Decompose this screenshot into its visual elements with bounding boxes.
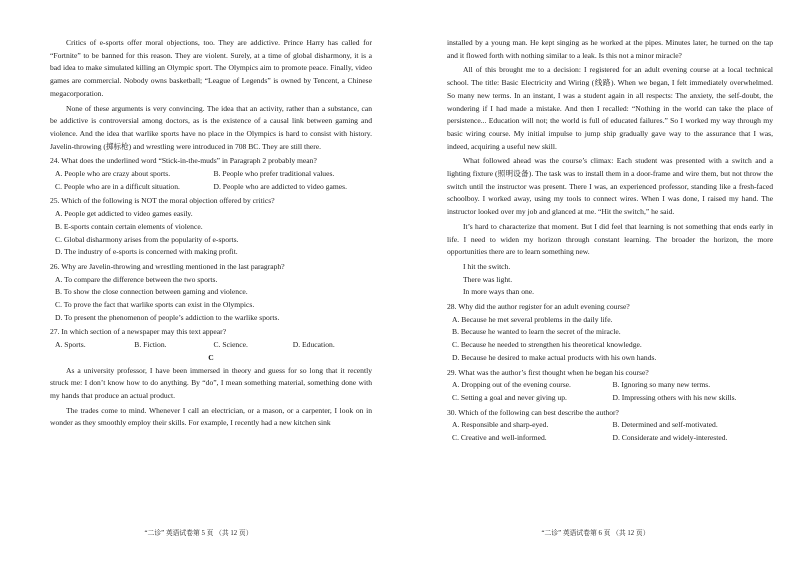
option-c[interactable]: C. People who are in a difficult situation. bbox=[55, 181, 180, 191]
option-b[interactable]: B. E-sports contain certain elements of violence. bbox=[55, 221, 203, 231]
option-b[interactable]: B. Because he wanted to learn the secret of the miracle. bbox=[452, 327, 621, 337]
option-a[interactable]: A. Sports. bbox=[55, 340, 86, 350]
question-stem: 25. Which of the following is NOT the moral objection offered by critics? bbox=[50, 196, 275, 206]
option-c[interactable]: C. Because he needed to strengthen his theoretical knowledge. bbox=[452, 340, 642, 350]
option-c[interactable]: C. Setting a goal and never giving up. bbox=[452, 392, 567, 402]
question-stem: 28. Why did the author register for an adult evening course? bbox=[447, 302, 630, 312]
left-column bbox=[50, 37, 372, 430]
passage-paragraph: As a university professor, I have been immersed in theory and guess for so long that it recently struck me: I don’t know how to do anything. By “do”, I mean something material, something done with my hands that produce an actual product. bbox=[50, 365, 372, 400]
question-28 bbox=[447, 301, 773, 365]
section-label: C bbox=[208, 352, 214, 362]
question-stem: 29. What was the author’s first thought when he began his course? bbox=[447, 367, 649, 377]
question-26 bbox=[50, 261, 372, 325]
page-footer: “二诊” 英语试卷第 5 页 （共 12 页） bbox=[144, 530, 253, 537]
option-b[interactable]: B. To show the close connection between gaming and violence. bbox=[55, 287, 248, 297]
option-c[interactable]: C. Creative and well-informed. bbox=[452, 433, 547, 443]
option-a[interactable]: A. To compare the difference between the two sports. bbox=[55, 274, 218, 284]
question-stem: 24. What does the underlined word “Stick-in-the-muds” in Paragraph 2 probably mean? bbox=[50, 156, 317, 166]
option-d[interactable]: D. Considerate and widely-interested. bbox=[612, 433, 728, 443]
passage-paragraph: It’s hard to characterize that moment. But I did feel that learning is not something that ends early in life. I need to widen my horizon through constant learning. The broader the horizon, the more opportunities there are to learn something new. bbox=[447, 221, 773, 257]
question-29 bbox=[447, 367, 773, 405]
option-a[interactable]: A. Responsible and sharp-eyed. bbox=[452, 420, 549, 430]
poem-line: In more ways than one. bbox=[463, 287, 535, 297]
option-d[interactable]: D. To present the phenomenon of people’s addiction to the warlike sports. bbox=[55, 312, 280, 322]
option-b[interactable]: B. People who prefer traditional values. bbox=[213, 169, 335, 179]
option-d[interactable]: D. Education. bbox=[292, 340, 335, 350]
option-d[interactable]: D. The industry of e-sports is concerned with making profit. bbox=[55, 247, 238, 257]
option-d[interactable]: D. People who are addicted to video games. bbox=[213, 181, 347, 191]
question-27 bbox=[50, 326, 372, 351]
option-c[interactable]: C. Science. bbox=[213, 340, 248, 350]
question-25 bbox=[50, 195, 372, 259]
right-page bbox=[397, 0, 794, 561]
question-30 bbox=[447, 407, 773, 445]
passage-paragraph: None of these arguments is very convincing. The idea that an activity, rather than a substance, can be addictive is controversial among doctors, as is the existence of a causal link between gaming and violence. And the idea that warlike sports have no place in the Olympics is hard to consist with history. Javelin-throwing (掷标枪) and wrestling were introduced in 708 BC. They are still there. bbox=[50, 103, 372, 151]
passage-paragraph: The trades come to mind. Whenever I call an electrician, or a mason, or a carpenter, I look on in wonder as they smoothly employ their skills. For example, I recently had a new kitchen sink bbox=[50, 405, 372, 428]
option-b[interactable]: B. Fiction. bbox=[134, 340, 167, 350]
passage-paragraph: What followed ahead was the course’s climax: Each student was presented with a switch and a lighting fixture (照明设备). The task was to install them in a door-frame and wire them, but not throw the switch until the instructor was present. There I was, an experienced professor, standing like a fresh-faced schoolboy. I worked away, using my tools to connect wires. When I was done, I raised my hand. The instructor looked over my job and glanced at me. “Hit the switch,” he said. bbox=[447, 156, 773, 217]
question-24 bbox=[50, 155, 372, 193]
option-d[interactable]: D. Impressing others with his new skills. bbox=[612, 392, 737, 402]
passage-paragraph: installed by a young man. He kept singing as he worked at the pipes. Minutes later, he turned on the tap and it flowed forth with nothing similar to a leak. Is this not a minor miracle? bbox=[447, 38, 773, 60]
passage-paragraph: All of this brought me to a decision: I registered for an adult evening course at a local technical school. The title: Basic Electricity and Wiring (线路). When we began, I felt immediately overwhelmed. So many new terms. In an instant, I was a student again in all respects: The anxiety, the self-doubt, the wondering if I had made a mistake. And then I recalled: “Nothing in the world can take the place of persistence... Education will not; the world is full of educated failures.” So I worked my way through my basic wiring course. My initial impulse to jump ship gradually gave way to the assurance that I was, indeed, acquiring a useful new skill. bbox=[447, 65, 773, 151]
poem-line: There was light. bbox=[463, 274, 513, 284]
option-d[interactable]: D. Because he desired to make actual products with his own hands. bbox=[452, 352, 657, 362]
right-column bbox=[447, 37, 773, 445]
option-c[interactable]: C. Global disharmony arises from the popularity of e-sports. bbox=[55, 234, 239, 244]
option-b[interactable]: B. Determined and self-motivated. bbox=[612, 420, 718, 430]
option-c[interactable]: C. To prove the fact that warlike sports can exist in the Olympics. bbox=[55, 300, 255, 310]
question-stem: 30. Which of the following can best describe the author? bbox=[447, 407, 619, 417]
poem-line: I hit the switch. bbox=[463, 261, 511, 271]
question-stem: 27. In which section of a newspaper may this text appear? bbox=[50, 327, 227, 337]
option-a[interactable]: A. People get addicted to video games easily. bbox=[55, 209, 193, 219]
question-stem: 26. Why are Javelin-throwing and wrestling mentioned in the last paragraph? bbox=[50, 261, 285, 271]
page-footer: “二诊” 英语试卷第 6 页 （共 12 页） bbox=[541, 530, 650, 537]
option-b[interactable]: B. Ignoring so many new terms. bbox=[612, 380, 711, 390]
option-a[interactable]: A. Because he met several problems in the daily life. bbox=[452, 314, 613, 324]
option-a[interactable]: A. Dropping out of the evening course. bbox=[452, 380, 571, 390]
passage-paragraph: Critics of e-sports offer moral objections, too. They are addictive. Prince Harry has called for “Fortnite” to be banned for this reason. They are violent. Surely, at a time of global disharmony, it is a bad idea to make simulated killing an Olympic sport. The Olympics aim to promote peace. Finally, video games are commercial. Nobody owns basketball; “League of Legends” is owned by Tencent, a Chinese megacorporation. bbox=[50, 38, 372, 98]
option-a[interactable]: A. People who are crazy about sports. bbox=[55, 169, 171, 179]
